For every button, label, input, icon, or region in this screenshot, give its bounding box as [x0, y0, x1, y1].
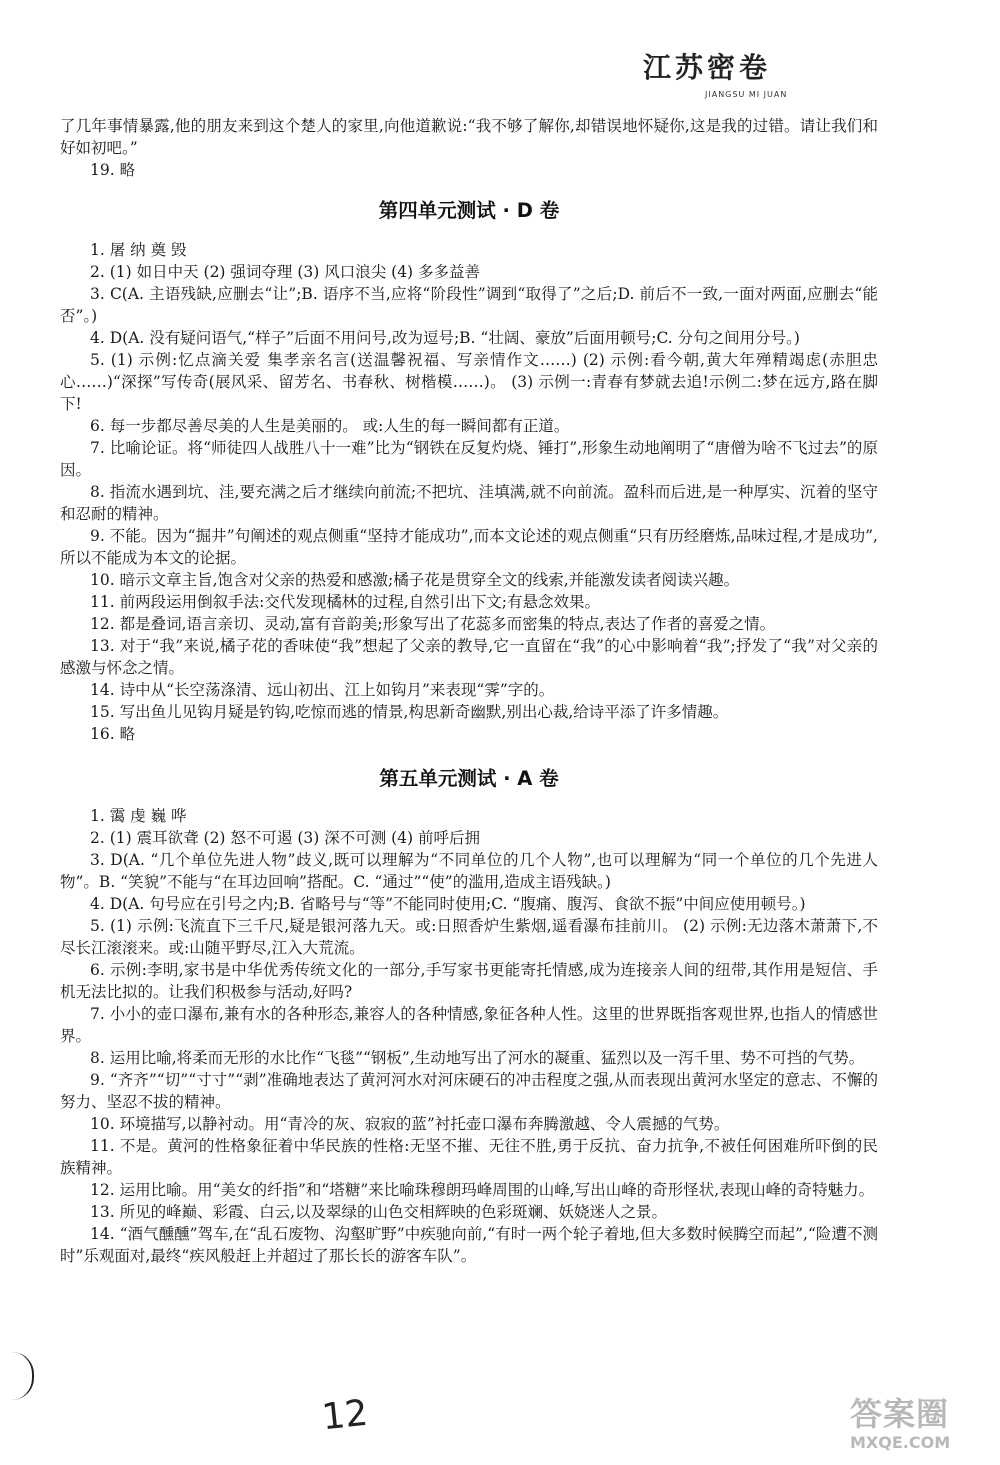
answer-item: 14. 诗中从“长空荡涤清、远山初出、江上如钩月”来表现“霁”字的。	[90, 681, 555, 699]
pen-mark	[12, 1352, 34, 1400]
answer-item: 5. (1) 示例:忆点滴关爱 集孝亲名言(送温馨祝福、写亲情作文……) (2) 示例:看今朝,黄大年殚精竭虑(赤胆忠心……)“深探”写传奇(展风采、留芳名、书春秋、树楷模……)。 (3) 示例一:青春有梦就去追!示例二:梦在远方,路在脚下!	[60, 351, 878, 413]
answer-item: 16. 略	[90, 725, 136, 743]
answer-item: 7. 比喻论证。将“师徒四人战胜八十一难”比为“钢铁在反复灼烧、锤打”,形象生动地阐明了“唐僧为啥不飞过去”的原因。	[60, 439, 878, 479]
section-title-unit4-d: 第四单元测试 · D 卷	[378, 199, 560, 222]
page-number: 12	[319, 1392, 370, 1439]
answer-content	[60, 115, 878, 1267]
answer-item: 10. 暗示文章主旨,饱含对父亲的热爱和感激;橘子花是贯穿全文的线索,并能激发读者阅读兴趣。	[90, 571, 740, 589]
watermark-title: 答案圈	[850, 1395, 950, 1433]
answer-item: 5. (1) 示例:飞流直下三千尺,疑是银河落九天。或:日照香炉生紫烟,遥看瀑布挂前川。 (2) 示例:无边落木萧萧下,不尽长江滚滚来。或:山随平野尽,江入大荒流。	[60, 917, 878, 957]
intro-paragraph: 了几年事情暴露,他的朋友来到这个楚人的家里,向他道歉说:“我不够了解你,却错误地怀疑你,这是我的过错。请让我们和好如初吧。”	[60, 117, 878, 157]
answer-item: 6. 示例:李明,家书是中华优秀传统文化的一部分,手写家书更能寄托情感,成为连接亲人间的纽带,其作用是短信、手机无法比拟的。让我们积极参与活动,好吗?	[60, 961, 878, 1001]
brand-subtitle: JIANGSU MI JUAN	[705, 90, 788, 99]
answer-item: 2. (1) 如日中天 (2) 强词夺理 (3) 风口浪尖 (4) 多多益善	[90, 263, 481, 281]
answer-item: 8. 运用比喻,将柔而无形的水比作“飞毯”“钢板”,生动地写出了河水的凝重、猛烈以及一泻千里、势不可挡的气势。	[90, 1049, 865, 1067]
answer-item: 11. 前两段运用倒叙手法:交代发现橘林的过程,自然引出下文;有悬念效果。	[90, 593, 600, 611]
section-title-unit5-a: 第五单元测试 · A 卷	[379, 767, 559, 790]
answer-item: 3. D(A. “几个单位先进人物”歧义,既可以理解为“不同单位的几个人物”,也可以理解为“同一个单位的几个先进人物”。B. “笑貌”不能与“在耳边回响”搭配。C. “通过”“使”的滥用,造成主语残缺。)	[60, 851, 878, 891]
answer-item: 10. 环境描写,以静衬动。用“青冷的灰、寂寂的蓝”衬托壶口瀑布奔腾激越、令人震撼的气势。	[90, 1115, 730, 1133]
answer-item: 15. 写出鱼儿见钩月疑是钓钩,吃惊而逃的情景,构思新奇幽默,别出心裁,给诗平添了许多情趣。	[90, 703, 729, 721]
answer-item: 8. 指流水遇到坑、洼,要充满之后才继续向前流;不把坑、洼填满,就不向前流。盈科而后进,是一种厚实、沉着的坚守和忍耐的精神。	[60, 483, 878, 523]
brand-title: 江苏密卷	[643, 51, 772, 84]
answer-item: 7. 小小的壶口瀑布,兼有水的各种形态,兼容人的各种情感,象征各种人性。这里的世界既指客观世界,也指人的情感世界。	[60, 1005, 878, 1045]
watermark	[850, 1395, 985, 1457]
answer-item: 4. D(A. 句号应在引号之内;B. 省略号与“等”不能同时使用;C. “腹痛、腹泻、食欲不振”中间应使用顿号。)	[90, 895, 806, 913]
answer-item: 6. 每一步都尽善尽美的人生是美丽的。 或:人生的每一瞬间都有正道。	[90, 417, 570, 435]
brand-logo	[643, 38, 873, 98]
answer-item: 3. C(A. 主语残缺,应删去“让”;B. 语序不当,应将“阶段性”调到“取得了”之后;D. 前后不一致,一面对两面,应删去“能否”。)	[60, 285, 878, 325]
answer-item: 11. 不是。黄河的性格象征着中华民族的性格:无坚不摧、无往不胜,勇于反抗、奋力抗争,不被任何困难所吓倒的民族精神。	[60, 1137, 878, 1177]
answer-item: 2. (1) 震耳欲聋 (2) 怒不可遏 (3) 深不可测 (4) 前呼后拥	[90, 829, 481, 847]
answer-item: 1. 屠 纳 奠 毁	[90, 241, 187, 259]
answer-item: 13. 所见的峰巅、彩霞、白云,以及翠绿的山色交相辉映的色彩斑斓、妖娆迷人之景。	[90, 1203, 668, 1221]
answer-item: 4. D(A. 没有疑问语气,“样子”后面不用问号,改为逗号;B. “壮阔、豪放”后面用顿号;C. 分句之间用分号。)	[90, 329, 800, 347]
answer-item: 13. 对于“我”来说,橘子花的香味使“我”想起了父亲的教导,它一直留在“我”的心中影响着“我”;抒发了“我”对父亲的感激与怀念之情。	[60, 637, 878, 677]
answer-item: 9. 不能。因为“掘井”句阐述的观点侧重“坚持才能成功”,而本文论述的观点侧重“只有历经磨炼,品味过程,才是成功”,所以不能成为本文的论据。	[60, 527, 878, 567]
section-unit4-d	[60, 239, 878, 745]
answer-item: 14. “酒气醺醺”驾车,在“乱石废物、沟壑旷野”中疾驰向前,“有时一两个轮子着地,但大多数时候腾空而起”,“险遭不测时”乐观面对,最终“疾风般赶上并超过了那长长的游客车队”。	[60, 1225, 878, 1265]
intro-item: 19. 略	[90, 161, 136, 179]
answer-item: 12. 都是叠词,语言亲切、灵动,富有音韵美;形象写出了花蕊多而密集的特点,表达了作者的喜爱之情。	[90, 615, 776, 633]
answer-item: 9. “齐齐”“切”“寸寸”“剥”准确地表达了黄河河水对河床硬石的冲击程度之强,从而表现出黄河水坚定的意志、不懈的努力、坚忍不拔的精神。	[60, 1071, 878, 1111]
section-unit5-a	[60, 805, 878, 1267]
answer-item: 1. 霭 虔 巍 哗	[90, 807, 187, 825]
answer-item: 12. 运用比喻。用“美女的纤指”和“塔糖”来比喻珠穆朗玛峰周围的山峰,写出山峰的奇形怪状,表现山峰的奇特魅力。	[90, 1181, 875, 1199]
watermark-url: MXQE.COM	[850, 1433, 951, 1452]
